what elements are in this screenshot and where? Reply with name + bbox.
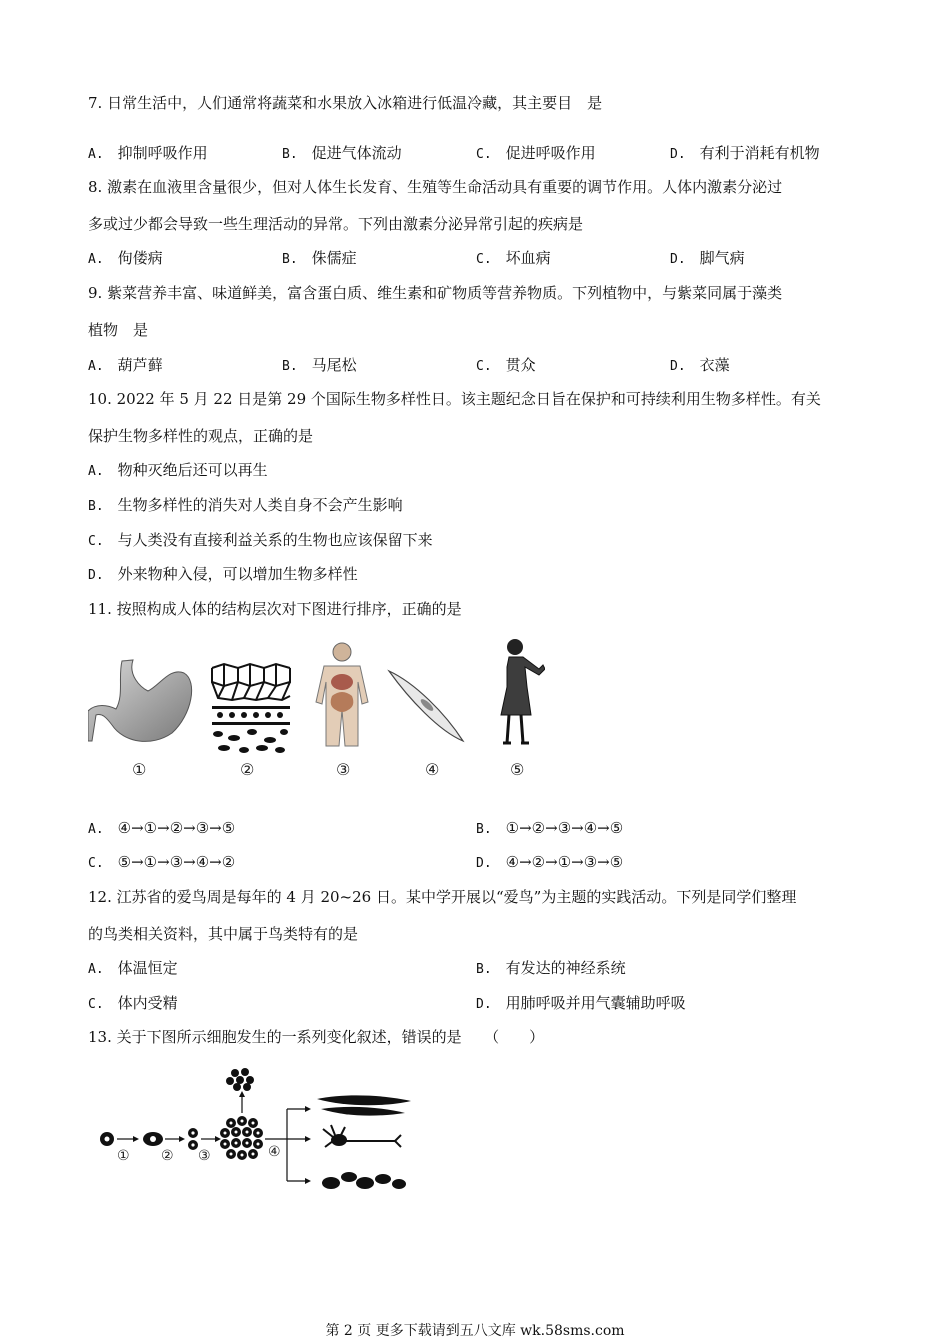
step-label-3: ③ — [198, 1148, 211, 1164]
figure-caption-2: ② — [240, 760, 255, 779]
q8-stem-line1: 8. 激素在血液里含量很少，但对人体生长发育、生殖等生命活动具有重要的调节作用。人体内激素分泌过 — [88, 178, 783, 196]
human-person-image — [495, 635, 545, 750]
page-footer: 第 2 页 更多下载请到五八文库 wk.58sms.com — [325, 1323, 625, 1339]
q7-option-b: B. 促进气体流动 — [282, 144, 402, 162]
q12-option-d: D. 用肺呼吸并用气囊辅助呼吸 — [476, 994, 686, 1012]
q8-option-c: C. 坏血病 — [476, 249, 551, 267]
q9-stem-line1: 9. 紫菜营养丰富、味道鲜美，富含蛋白质、维生素和矿物质等营养物质。下列植物中，与紫菜同属于藻类 — [88, 284, 783, 302]
q11-option-d: D. ④→②→①→③→⑤ — [476, 853, 624, 871]
q8-option-d: D. 脚气病 — [670, 249, 745, 267]
q9-option-b: B. 马尾松 — [282, 356, 357, 374]
step-label-4: ④ — [268, 1144, 281, 1160]
q8-option-b: B. 侏儒症 — [282, 249, 357, 267]
q11-option-a: A. ④→①→②→③→⑤ — [88, 819, 236, 837]
q9-option-d: D. 衣藻 — [670, 356, 730, 374]
q13-stem: 13. 关于下图所示细胞发生的一系列变化叙述，错误的是 （ ） — [88, 1028, 545, 1046]
q10-option-c: C. 与人类没有直接利益关系的生物也应该保留下来 — [88, 531, 433, 549]
q11-option-b: B. ①→②→③→④→⑤ — [476, 819, 624, 837]
q12-stem-line1: 12. 江苏省的爱鸟周是每年的 4 月 20~26 日。某中学开展以“爱鸟”为主题的实践活动。下列是同学们整理 — [88, 888, 797, 906]
cell-division-differentiation-diagram — [95, 1065, 415, 1195]
q10-option-a: A. 物种灭绝后还可以再生 — [88, 461, 268, 479]
q11-option-c: C. ⑤→①→③→④→② — [88, 853, 236, 871]
muscle-cell-image — [385, 665, 467, 745]
q11-stem: 11. 按照构成人体的结构层次对下图进行排序，正确的是 — [88, 600, 462, 618]
epithelial-tissue-image — [210, 662, 292, 754]
q8-option-a: A. 佝偻病 — [88, 249, 163, 267]
q10-stem-line2: 保护生物多样性的观点，正确的是 — [88, 427, 314, 445]
q12-option-c: C. 体内受精 — [88, 994, 178, 1012]
q9-option-a: A. 葫芦藓 — [88, 356, 163, 374]
q8-stem-line2: 多或过少都会导致一些生理活动的异常。下列由激素分泌异常引起的疾病是 — [88, 215, 584, 233]
figure-caption-3: ③ — [336, 760, 351, 779]
q7-option-d: D. 有利于消耗有机物 — [670, 144, 820, 162]
figure-caption-5: ⑤ — [510, 760, 525, 779]
q10-stem-line1: 10. 2022 年 5 月 22 日是第 29 个国际生物多样性日。该主题纪念日旨在保护和可持续利用生物多样性。有关 — [88, 390, 821, 408]
q10-option-d: D. 外来物种入侵，可以增加生物多样性 — [88, 565, 358, 583]
step-label-2: ② — [161, 1148, 174, 1164]
q12-option-b: B. 有发达的神经系统 — [476, 959, 626, 977]
figure-caption-1: ① — [132, 760, 147, 779]
q7-option-a: A. 抑制呼吸作用 — [88, 144, 208, 162]
q9-option-c: C. 贯众 — [476, 356, 536, 374]
q12-option-a: A. 体温恒定 — [88, 959, 178, 977]
stomach-organ-image — [88, 655, 198, 750]
figure-caption-4: ④ — [425, 760, 440, 779]
step-label-1: ① — [117, 1148, 130, 1164]
q12-stem-line2: 的鸟类相关资料，其中属于鸟类特有的是 — [88, 925, 359, 943]
human-body-systems-image — [312, 640, 372, 750]
q9-stem-line2: 植物 是 — [88, 321, 149, 339]
q7-option-c: C. 促进呼吸作用 — [476, 144, 596, 162]
q10-option-b: B. 生物多样性的消失对人类自身不会产生影响 — [88, 496, 403, 514]
q7-stem: 7. 日常生活中，人们通常将蔬菜和水果放入冰箱进行低温冷藏，其主要目 是 — [88, 94, 603, 112]
